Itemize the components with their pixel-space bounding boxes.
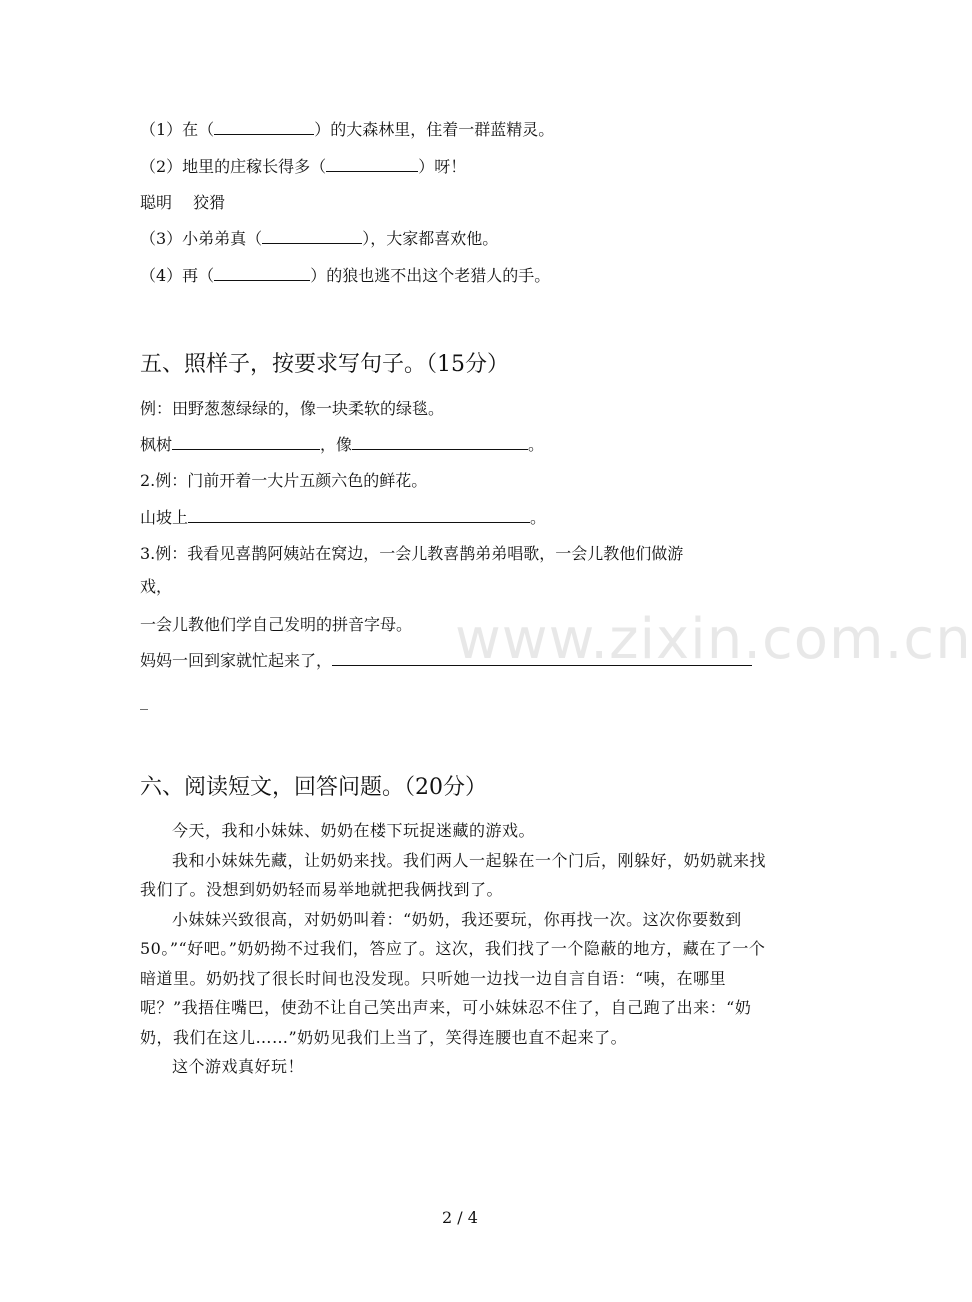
example-3-line-2: 戏， <box>140 577 173 596</box>
page-number: 2 / 4 <box>442 1208 478 1227</box>
rewrite-2 <box>140 507 546 529</box>
passage-paragraph: 这个游戏真好玩！ <box>172 1057 305 1076</box>
section-5-title: 五、照样子，按要求写句子。（15分） <box>140 352 509 377</box>
rewrite-1-middle: ，像 <box>320 435 353 454</box>
question-3 <box>140 228 498 250</box>
question-1-prefix: （1）在（ <box>140 120 215 139</box>
watermark: www.zixin.com.cn <box>455 607 972 672</box>
example-2: 2.例：门前开着一大片五颜六色的鲜花。 <box>140 471 428 490</box>
rewrite-blank-2[interactable] <box>188 508 530 523</box>
rewrite-1 <box>140 434 544 456</box>
answer-blank-3[interactable] <box>262 229 362 244</box>
rewrite-3-tail: _ <box>140 691 148 710</box>
question-4-suffix: ）的狼也逃不出这个老猎人的手。 <box>310 266 551 285</box>
rewrite-blank-1a[interactable] <box>172 435 320 450</box>
rewrite-3-prefix: 妈妈一回到家就忙起来了， <box>140 651 333 670</box>
word-bank: 聪明 狡猾 <box>140 193 226 212</box>
question-2 <box>140 156 466 178</box>
example-3-line-1: 3.例：我看见喜鹊阿姨站在窝边，一会儿教喜鹊弟弟唱歌，一会儿教他们做游 <box>140 544 684 563</box>
question-1-suffix: ）的大森林里，住着一群蓝精灵。 <box>314 120 555 139</box>
example-3-line-3: 一会儿教他们学自己发明的拼音字母。 <box>140 615 413 634</box>
section-6-title: 六、阅读短文，回答问题。（20分） <box>140 775 487 800</box>
passage-paragraph: 我和小妹妹先藏，让奶奶来找。我们两人一起躲在一个门后，刚躲好，奶奶就来找我们了。没想到奶奶轻而易举地就把我俩找到了。 <box>140 850 767 899</box>
rewrite-1-end: 。 <box>528 435 545 454</box>
question-3-prefix: （3）小弟弟真（ <box>140 229 263 248</box>
question-2-prefix: （2）地里的庄稼长得多（ <box>140 157 327 176</box>
answer-blank-4[interactable] <box>214 266 310 281</box>
rewrite-1-prefix: 枫树 <box>140 435 173 454</box>
question-4-prefix: （4）再（ <box>140 266 215 285</box>
rewrite-2-prefix: 山坡上 <box>140 508 189 527</box>
question-4 <box>140 265 550 287</box>
rewrite-2-end: 。 <box>530 508 547 527</box>
passage-paragraph: 今天，我和小妹妹、奶奶在楼下玩捉迷藏的游戏。 <box>172 821 536 840</box>
question-3-suffix: ），大家都喜欢他。 <box>362 229 499 248</box>
answer-blank-2[interactable] <box>326 157 418 172</box>
question-2-suffix: ）呀！ <box>418 157 467 176</box>
question-1 <box>140 119 554 141</box>
example-1: 例：田野葱葱绿绿的，像一块柔软的绿毯。 <box>140 399 445 418</box>
answer-blank-1[interactable] <box>214 120 314 135</box>
rewrite-blank-1b[interactable] <box>352 435 528 450</box>
passage-paragraph: 小妹妹兴致很高，对奶奶叫着：“奶奶，我还要玩，你再找一次。这次你要数到50。”“好吧。”奶奶拗不过我们，答应了。这次，我们找了一个隐蔽的地方，藏在了一个暗道里。奶奶找了很长时间也没发现。只听她一边找一边自言自语：“咦，在哪里呢？”我捂住嘴巴，使劲不让自己笑出声来，可小妹妹忍不住了，自己跑了出来：“奶奶，我们在这儿……”奶奶见我们上当了，笑得连腰也直不起来了。 <box>140 909 766 1047</box>
reading-passage <box>140 816 780 1082</box>
